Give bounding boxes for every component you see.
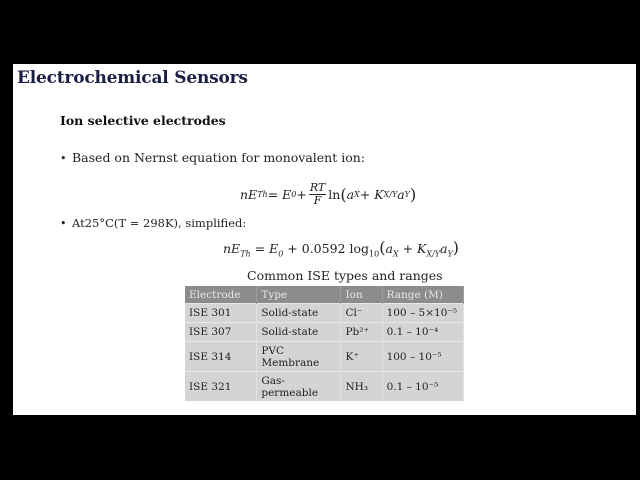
eq-term: +	[296, 186, 307, 202]
eq-term: = E	[267, 186, 292, 202]
eq-term: nE	[240, 186, 258, 202]
cell-ion: Pb²⁺	[341, 323, 382, 342]
fraction-denominator: F	[313, 193, 322, 207]
cell-range: 100 – 5×10⁻⁵	[382, 304, 463, 323]
eq-sub: X	[354, 189, 360, 199]
bullet-icon: •	[60, 152, 67, 165]
eq-sub: X/Y	[426, 249, 441, 259]
eq-sub: Th	[240, 249, 251, 259]
eq-term: ln	[328, 186, 341, 202]
bullet-text: Based on Nernst equation for monovalent ion:	[72, 150, 366, 165]
eq-paren: (	[340, 184, 347, 204]
eq-term: + K	[398, 241, 427, 256]
eq-term: a	[440, 241, 448, 256]
cell-range: 100 – 10⁻⁵	[382, 342, 463, 372]
cell-electrode: ISE 307	[185, 323, 257, 342]
fraction-numerator: RT	[309, 180, 326, 194]
eq-term: + K	[359, 186, 384, 202]
header-electrode: Electrode	[185, 286, 257, 304]
slide	[13, 64, 636, 415]
eq-sub: 0	[291, 189, 297, 199]
eq-sub: X/Y	[383, 189, 398, 199]
cell-range: 0.1 – 10⁻⁴	[382, 323, 463, 342]
eq-sub: 0	[278, 249, 284, 259]
cell-type: Solid-state	[257, 323, 341, 342]
table-header-row	[185, 286, 464, 304]
cell-ion: Cl⁻	[341, 304, 382, 323]
cell-ion: K⁺	[341, 342, 382, 372]
eq-term: nE	[223, 241, 241, 256]
header-ion: Ion	[341, 286, 382, 304]
eq-sub: X	[392, 249, 399, 259]
table-row	[185, 323, 464, 342]
eq-paren: (	[379, 238, 386, 257]
eq-term: log	[349, 241, 369, 256]
cell-electrode: ISE 321	[185, 372, 257, 402]
cell-electrode: ISE 314	[185, 342, 257, 372]
eq-sub: 10	[369, 249, 380, 259]
table-row	[185, 372, 464, 402]
eq-sub: Y	[447, 249, 453, 259]
bullet-icon: •	[60, 217, 67, 230]
slide-title: Electrochemical Sensors	[17, 68, 248, 88]
eq-term: a	[397, 186, 405, 202]
eq-sub: Th	[257, 189, 268, 199]
simplified-equation	[223, 238, 459, 259]
eq-term: a	[346, 186, 355, 202]
table-row	[185, 342, 464, 372]
eq-term: + 0.0592	[283, 241, 350, 256]
cell-range: 0.1 – 10⁻⁵	[382, 372, 463, 402]
eq-term: a	[385, 241, 393, 256]
slide-subtitle: Ion selective electrodes	[60, 113, 226, 128]
cell-ion: NH₃	[341, 372, 382, 402]
bullet-text: At25°C(T = 298K), simplified:	[72, 216, 247, 230]
eq-paren: )	[452, 238, 460, 257]
cell-type: Gas-permeable	[257, 372, 341, 402]
table-row	[185, 304, 464, 323]
bullet-nernst	[60, 150, 365, 165]
cell-electrode: ISE 301	[185, 304, 257, 323]
ise-table	[185, 286, 464, 401]
eq-sub: Y	[404, 189, 410, 199]
cell-type: PVC Membrane	[257, 342, 341, 372]
nernst-equation	[240, 176, 416, 212]
fraction	[309, 182, 326, 207]
bullet-simplified	[60, 216, 246, 230]
header-type: Type	[257, 286, 341, 304]
eq-term: = E	[250, 241, 279, 256]
eq-paren: )	[409, 184, 417, 204]
table-caption: Common ISE types and ranges	[247, 268, 443, 283]
cell-type: Solid-state	[257, 304, 341, 323]
header-range: Range (M)	[382, 286, 463, 304]
